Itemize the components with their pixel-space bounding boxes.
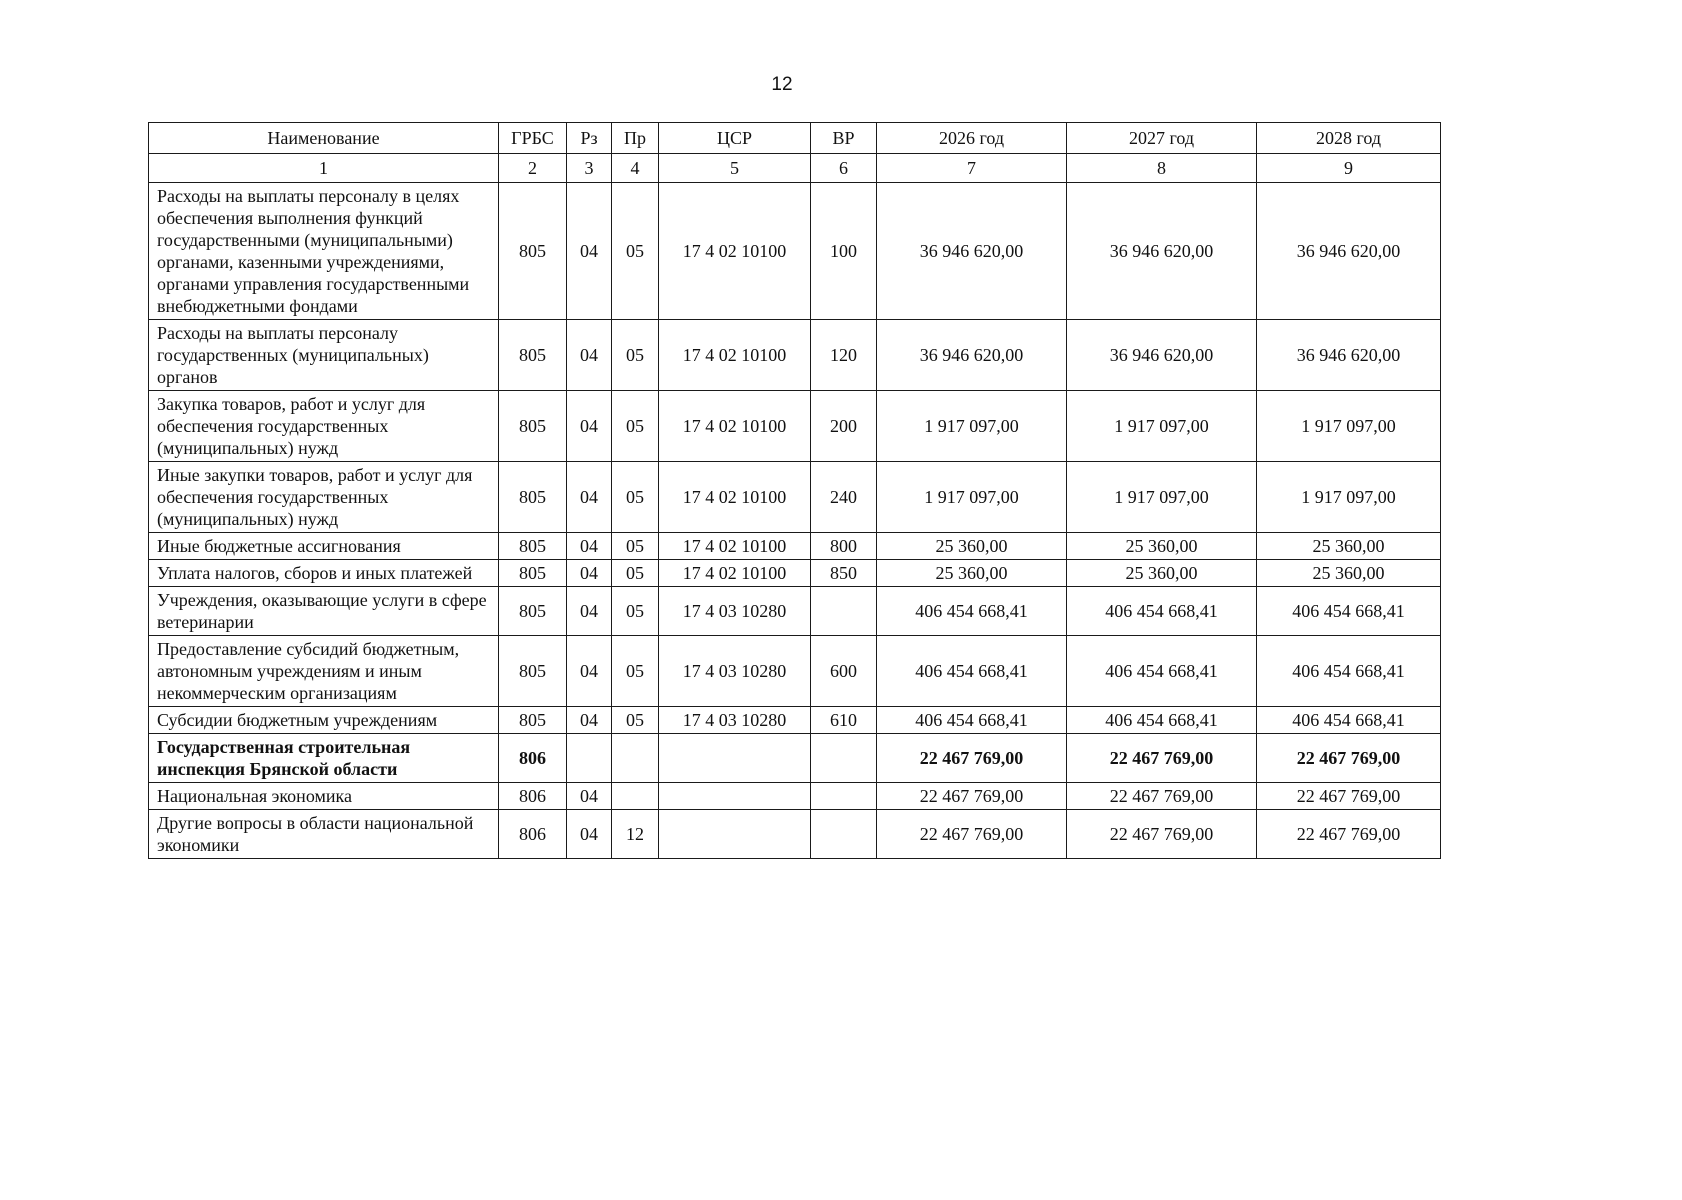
cell-2028: 36 946 620,00: [1257, 320, 1441, 391]
cell-vr: [811, 587, 877, 636]
cell-csr: 17 4 02 10100: [659, 462, 811, 533]
table-row: [149, 183, 1441, 320]
table-row: [149, 783, 1441, 810]
table-row: [149, 462, 1441, 533]
cell-2028: 22 467 769,00: [1257, 810, 1441, 859]
cell-2026: 25 360,00: [877, 560, 1067, 587]
cell-vr: 100: [811, 183, 877, 320]
cell-2028: 22 467 769,00: [1257, 783, 1441, 810]
cell-pr: [612, 783, 659, 810]
cell-rz: 04: [567, 533, 612, 560]
cell-csr: 17 4 02 10100: [659, 391, 811, 462]
cell-pr: 05: [612, 183, 659, 320]
cell-pr: 05: [612, 560, 659, 587]
cell-name: Субсидии бюджетным учреждениям: [149, 707, 499, 734]
column-number-row: [149, 154, 1441, 183]
column-number: 5: [659, 154, 811, 183]
cell-2028: 25 360,00: [1257, 560, 1441, 587]
cell-vr: 600: [811, 636, 877, 707]
cell-pr: 05: [612, 462, 659, 533]
cell-2028: 406 454 668,41: [1257, 707, 1441, 734]
cell-csr: [659, 810, 811, 859]
cell-2028: 36 946 620,00: [1257, 183, 1441, 320]
cell-grbs: 805: [499, 183, 567, 320]
cell-pr: 05: [612, 391, 659, 462]
cell-rz: 04: [567, 636, 612, 707]
cell-pr: 05: [612, 533, 659, 560]
header-name: Наименование: [149, 123, 499, 154]
cell-csr: 17 4 03 10280: [659, 587, 811, 636]
cell-rz: 04: [567, 560, 612, 587]
cell-2026: 406 454 668,41: [877, 587, 1067, 636]
cell-vr: 200: [811, 391, 877, 462]
cell-name: Учреждения, оказывающие услуги в сфере ветеринарии: [149, 587, 499, 636]
cell-grbs: 805: [499, 533, 567, 560]
cell-rz: 04: [567, 810, 612, 859]
cell-2027: 25 360,00: [1067, 533, 1257, 560]
column-number: 2: [499, 154, 567, 183]
header-rz: Рз: [567, 123, 612, 154]
cell-2026: 406 454 668,41: [877, 707, 1067, 734]
cell-2027: 36 946 620,00: [1067, 320, 1257, 391]
header-grbs: ГРБС: [499, 123, 567, 154]
cell-vr: [811, 810, 877, 859]
cell-vr: [811, 734, 877, 783]
cell-pr: 05: [612, 587, 659, 636]
cell-2028: 25 360,00: [1257, 533, 1441, 560]
cell-grbs: 805: [499, 560, 567, 587]
cell-grbs: 805: [499, 707, 567, 734]
table-row: [149, 533, 1441, 560]
header-2028: 2028 год: [1257, 123, 1441, 154]
cell-vr: 610: [811, 707, 877, 734]
cell-2027: 36 946 620,00: [1067, 183, 1257, 320]
table-row: [149, 587, 1441, 636]
cell-name: Уплата налогов, сборов и иных платежей: [149, 560, 499, 587]
column-number: 9: [1257, 154, 1441, 183]
cell-vr: 850: [811, 560, 877, 587]
table-row: [149, 707, 1441, 734]
table-body: [149, 183, 1441, 859]
cell-vr: 800: [811, 533, 877, 560]
table-row: [149, 320, 1441, 391]
header-vr: ВР: [811, 123, 877, 154]
cell-rz: 04: [567, 320, 612, 391]
cell-2028: 406 454 668,41: [1257, 636, 1441, 707]
cell-rz: 04: [567, 707, 612, 734]
table-row: [149, 391, 1441, 462]
cell-name: Другие вопросы в области национальной экономики: [149, 810, 499, 859]
cell-2028: 1 917 097,00: [1257, 462, 1441, 533]
cell-rz: 04: [567, 462, 612, 533]
cell-2027: 22 467 769,00: [1067, 810, 1257, 859]
cell-2028: 1 917 097,00: [1257, 391, 1441, 462]
cell-pr: 05: [612, 707, 659, 734]
cell-grbs: 805: [499, 320, 567, 391]
cell-2027: 1 917 097,00: [1067, 391, 1257, 462]
table-row: [149, 810, 1441, 859]
column-number: 6: [811, 154, 877, 183]
cell-2027: 1 917 097,00: [1067, 462, 1257, 533]
cell-2026: 22 467 769,00: [877, 810, 1067, 859]
cell-2026: 36 946 620,00: [877, 183, 1067, 320]
cell-csr: 17 4 02 10100: [659, 533, 811, 560]
cell-grbs: 806: [499, 734, 567, 783]
cell-grbs: 805: [499, 587, 567, 636]
cell-2026: 406 454 668,41: [877, 636, 1067, 707]
cell-grbs: 806: [499, 810, 567, 859]
cell-pr: 05: [612, 320, 659, 391]
header-2027: 2027 год: [1067, 123, 1257, 154]
cell-2026: 22 467 769,00: [877, 734, 1067, 783]
cell-2028: 22 467 769,00: [1257, 734, 1441, 783]
cell-rz: [567, 734, 612, 783]
cell-name: Национальная экономика: [149, 783, 499, 810]
cell-name: Расходы на выплаты персоналу государственных (муниципальных) органов: [149, 320, 499, 391]
header-pr: Пр: [612, 123, 659, 154]
column-number: 3: [567, 154, 612, 183]
cell-csr: 17 4 03 10280: [659, 636, 811, 707]
column-number: 4: [612, 154, 659, 183]
cell-rz: 04: [567, 183, 612, 320]
cell-2027: 22 467 769,00: [1067, 734, 1257, 783]
column-number: 8: [1067, 154, 1257, 183]
cell-csr: 17 4 02 10100: [659, 183, 811, 320]
cell-grbs: 805: [499, 462, 567, 533]
cell-vr: [811, 783, 877, 810]
cell-2026: 22 467 769,00: [877, 783, 1067, 810]
cell-rz: 04: [567, 391, 612, 462]
cell-rz: 04: [567, 783, 612, 810]
cell-name: Государственная строительная инспекция Брянской области: [149, 734, 499, 783]
cell-grbs: 805: [499, 391, 567, 462]
header-row: [149, 123, 1441, 154]
column-number: 7: [877, 154, 1067, 183]
table-row: [149, 560, 1441, 587]
cell-2026: 1 917 097,00: [877, 462, 1067, 533]
cell-csr: 17 4 03 10280: [659, 707, 811, 734]
budget-table: [148, 122, 1441, 859]
cell-grbs: 806: [499, 783, 567, 810]
cell-pr: [612, 734, 659, 783]
cell-name: Расходы на выплаты персоналу в целях обеспечения выполнения функций государственными (муниципальными) органами, казенными учреждениями, органами управления государственными внебюджетными фондами: [149, 183, 499, 320]
header-csr: ЦСР: [659, 123, 811, 154]
cell-2028: 406 454 668,41: [1257, 587, 1441, 636]
table-row: [149, 636, 1441, 707]
column-number: 1: [149, 154, 499, 183]
cell-rz: 04: [567, 587, 612, 636]
cell-2027: 25 360,00: [1067, 560, 1257, 587]
cell-2027: 406 454 668,41: [1067, 707, 1257, 734]
cell-grbs: 805: [499, 636, 567, 707]
cell-2027: 22 467 769,00: [1067, 783, 1257, 810]
cell-name: Иные закупки товаров, работ и услуг для обеспечения государственных (муниципальных) нужд: [149, 462, 499, 533]
cell-csr: 17 4 02 10100: [659, 320, 811, 391]
cell-pr: 05: [612, 636, 659, 707]
cell-csr: [659, 734, 811, 783]
cell-name: Предоставление субсидий бюджетным, автономным учреждениям и иным некоммерческим организациям: [149, 636, 499, 707]
cell-2027: 406 454 668,41: [1067, 636, 1257, 707]
cell-csr: 17 4 02 10100: [659, 560, 811, 587]
cell-csr: [659, 783, 811, 810]
cell-pr: 12: [612, 810, 659, 859]
cell-name: Иные бюджетные ассигнования: [149, 533, 499, 560]
page-number: 12: [771, 74, 793, 95]
header-2026: 2026 год: [877, 123, 1067, 154]
cell-2027: 406 454 668,41: [1067, 587, 1257, 636]
cell-2026: 36 946 620,00: [877, 320, 1067, 391]
cell-2026: 1 917 097,00: [877, 391, 1067, 462]
cell-vr: 120: [811, 320, 877, 391]
cell-name: Закупка товаров, работ и услуг для обеспечения государственных (муниципальных) нужд: [149, 391, 499, 462]
cell-2026: 25 360,00: [877, 533, 1067, 560]
table-row: [149, 734, 1441, 783]
cell-vr: 240: [811, 462, 877, 533]
